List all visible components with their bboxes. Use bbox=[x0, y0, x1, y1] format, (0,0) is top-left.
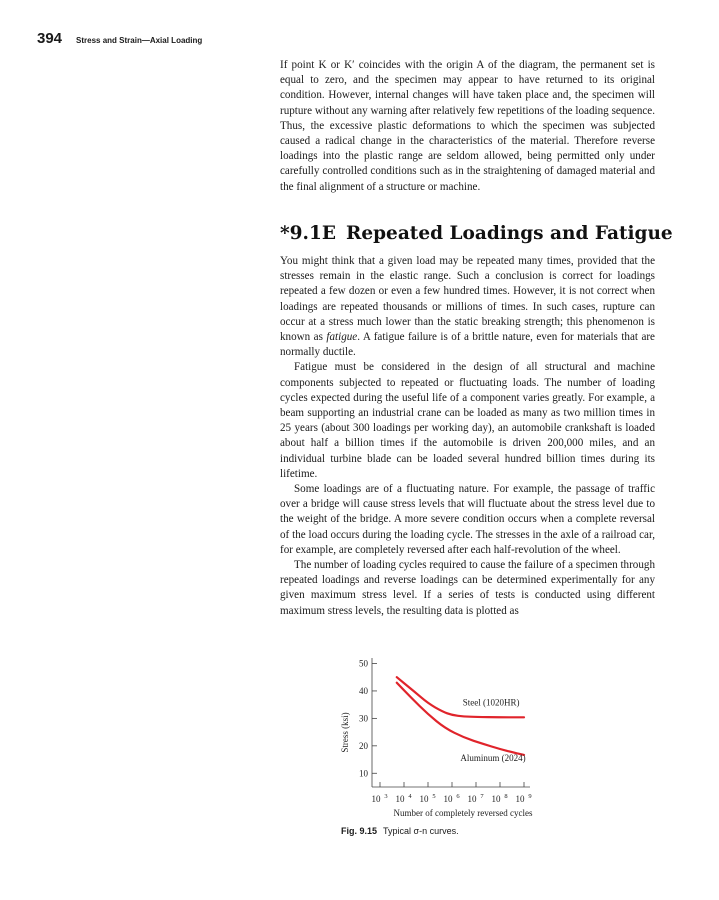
chart-axes bbox=[372, 658, 530, 787]
y-tick-label-20: 20 bbox=[359, 740, 368, 751]
y-tick-label-30: 30 bbox=[359, 713, 368, 724]
section-title: Repeated Loadings and Fatigue bbox=[345, 223, 673, 244]
x-tick-label-4: 10 bbox=[395, 794, 405, 804]
x-tick-exponent-4: 4 bbox=[408, 793, 412, 800]
aluminum-series-label: Aluminum (2024) bbox=[460, 752, 526, 763]
chart-ticks bbox=[359, 658, 532, 804]
x-tick-label-6: 10 bbox=[443, 794, 453, 804]
x-tick-label-5: 10 bbox=[419, 794, 429, 804]
body-paragraph-4: The number of loading cycles required to cause the failure of a specimen through repeated loadings and reverse loadings can be determined experimentally for any given maximum stress level. If a series of tests is conducted using different maximum stress levels, the resulting data is plotted as bbox=[280, 559, 655, 617]
section-heading bbox=[280, 223, 673, 244]
section-number: *9.1E bbox=[280, 223, 336, 244]
y-axis-title: Stress (ksi) bbox=[340, 712, 350, 753]
running-head-title: Stress and Strain—Axial Loading bbox=[76, 36, 203, 45]
x-tick-label-9: 10 bbox=[515, 794, 525, 804]
x-tick-label-3: 10 bbox=[371, 794, 381, 804]
figure-sigma-n-curves bbox=[330, 650, 560, 830]
x-tick-exponent-9: 9 bbox=[528, 793, 532, 800]
x-axis-title: Number of completely reversed cycles bbox=[393, 808, 533, 818]
x-tick-exponent-7: 7 bbox=[480, 793, 484, 800]
figure-caption bbox=[341, 826, 459, 836]
x-tick-label-7: 10 bbox=[467, 794, 477, 804]
y-tick-label-50: 50 bbox=[359, 658, 368, 669]
y-tick-label-10: 10 bbox=[359, 768, 368, 779]
intro-paragraph: If point K or K′ coincides with the origin A of the diagram, the permanent set is equal to zero, and the specimen may appear to have returned to its original condition. However, internal changes will have taken place and, the specimen will rupture without any warning after relatively few repetitions of the loading sequence. Thus, the excessive plastic deformations to which the specimen was subjected caused a radical change in the characteristics of the material. Therefore reverse loadings into the plastic range are seldom allowed, being permitted only under carefully controlled conditions such as in the straightening of damaged material and the final alignment of a structure or machine. bbox=[280, 59, 655, 193]
figure-caption-text: Typical σ-n curves. bbox=[383, 826, 459, 836]
section-body bbox=[280, 254, 655, 619]
steel-series-label: Steel (1020HR) bbox=[462, 697, 520, 708]
x-tick-exponent-6: 6 bbox=[456, 793, 460, 800]
x-tick-exponent-5: 5 bbox=[432, 793, 436, 800]
body-paragraph-3: Some loadings are of a fluctuating nature. For example, the passage of traffic over a bridge will cause stress levels that will fluctuate about the stress level due to the weight of the bridge. A more severe condition occurs when a complete reversal of the load occurs during the loading cycle. The stresses in the axle of a railroad car, for example, are completely reversed after each half-revolution of the wheel. bbox=[280, 483, 655, 556]
fatigue-term: fatigue bbox=[326, 331, 358, 344]
x-tick-exponent-8: 8 bbox=[504, 793, 508, 800]
intro-text-block bbox=[280, 58, 655, 195]
p1-text-after: . A fatigue failure is of a brittle nature, even for materials that are normally ductile. bbox=[280, 331, 655, 359]
page-number: 394 bbox=[37, 30, 63, 47]
y-tick-label-40: 40 bbox=[359, 685, 368, 696]
running-header bbox=[37, 30, 202, 46]
x-tick-exponent-3: 3 bbox=[384, 793, 388, 800]
figure-label: Fig. 9.15 bbox=[341, 826, 378, 836]
chart-curves bbox=[397, 677, 524, 755]
p1-text-before: You might think that a given load may be repeated many times, provided that the stresses remain in the elastic range. Such a conclusion is correct for loadings repeated a few dozen or even a few hundred times. However, it is not correct when loadings are repeated thousands or millions of times. In such cases, rupture can occur at a stress much lower than the static breaking strength; this phenomenon is known as bbox=[280, 255, 655, 344]
sigma-n-chart bbox=[330, 650, 560, 830]
x-tick-label-8: 10 bbox=[491, 794, 501, 804]
body-paragraph-1 bbox=[280, 254, 655, 360]
body-paragraph-2: Fatigue must be considered in the design of all structural and machine components subjected to repeated or fluctuating loads. The number of loading cycles expected during the useful life of a component varies greatly. For example, a beam supporting an industrial crane can be loaded as many as two million times in 25 years (about 300 loadings per working day), an automobile crankshaft is loaded about half a billion times if the automobile is driven 200,000 miles, and an individual turbine blade can be loaded several hundred billion times during its lifetime. bbox=[280, 361, 655, 480]
